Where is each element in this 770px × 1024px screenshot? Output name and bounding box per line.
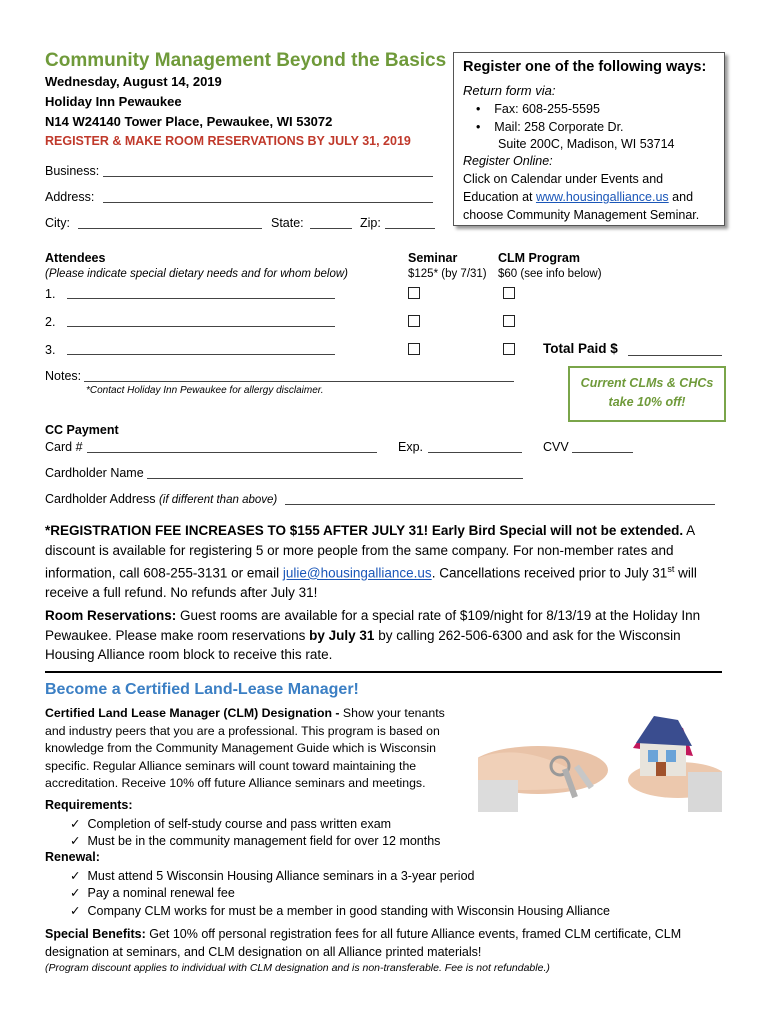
- exp-label: Exp.: [398, 440, 424, 454]
- attendee-field-3[interactable]: [67, 354, 335, 355]
- card-label: Card #: [45, 440, 83, 454]
- renewal-item: ✓ Company CLM works for must be a member in good standing with Wisconsin Housing Alliance: [70, 904, 610, 918]
- section-divider: [45, 671, 722, 673]
- register-title: Register one of the following ways:: [463, 59, 707, 75]
- check-icon: ✓: [70, 869, 81, 883]
- allergy-disclaimer: *Contact Holiday Inn Pewaukee for allergy disclaimer.: [86, 385, 324, 396]
- register-box: [453, 52, 725, 226]
- clm-heading: CLM Program: [498, 251, 580, 265]
- return-label: Return form via:: [463, 83, 556, 98]
- check-icon: ✓: [70, 834, 81, 848]
- cardholder-address-label: Cardholder Address (if different than above): [45, 492, 278, 506]
- state-label: State:: [271, 216, 304, 230]
- renewal-item: ✓ Must attend 5 Wisconsin Housing Alliance seminars in a 3-year period: [70, 869, 475, 883]
- seminar-heading: Seminar: [408, 251, 458, 265]
- clm-checkbox-2[interactable]: [503, 315, 515, 327]
- business-label: Business:: [45, 164, 100, 178]
- clm-offer-line2: take 10% off!: [608, 395, 686, 409]
- cvv-field[interactable]: [572, 452, 633, 453]
- seminar-checkbox-3[interactable]: [408, 343, 420, 355]
- clm-intro: Certified Land Lease Manager (CLM) Designation - Show your tenants and industry peers that you are a professional. This program is based on knowledge from the Community Management Guide which is Wisconsin specific. Regular Alliance seminars will count toward maintaining the accreditation. Receive 10% off future Alliance seminars and meetings.: [45, 706, 445, 790]
- seminar-checkbox-2[interactable]: [408, 315, 420, 327]
- zip-field[interactable]: [385, 228, 435, 229]
- attendee-field-1[interactable]: [67, 298, 335, 299]
- fee-paragraph: *REGISTRATION FEE INCREASES TO $155 AFTER JULY 31! Early Bird Special will not be extended. A discount is available for registering 5 or more people from the same company. For non-member rates and information, call 608-255-3131 or email julie@housingalliance.us. Cancellations received prior to July 31st will receive a full refund. No refunds after July 31!: [45, 523, 697, 600]
- requirements-heading: Requirements:: [45, 798, 133, 812]
- cardholder-field[interactable]: [147, 478, 523, 479]
- cvv-label: CVV: [543, 440, 569, 454]
- attendee-field-2[interactable]: [67, 326, 335, 327]
- seminar-checkbox-1[interactable]: [408, 287, 420, 299]
- house-keys-image: [478, 688, 722, 812]
- event-address: N14 W24140 Tower Place, Pewaukee, WI 53072: [45, 114, 333, 129]
- notes-label: Notes:: [45, 369, 82, 383]
- clm-checkbox-3[interactable]: [503, 343, 515, 355]
- email-link[interactable]: julie@housingalliance.us: [282, 565, 432, 581]
- clm-checkbox-1[interactable]: [503, 287, 515, 299]
- check-icon: ✓: [70, 886, 81, 900]
- card-field[interactable]: [87, 452, 377, 453]
- mail-item: [476, 120, 624, 134]
- clm-discount-box: [568, 366, 726, 422]
- attendee-number: 2.: [45, 315, 56, 329]
- online-line3: choose Community Management Seminar.: [463, 208, 700, 222]
- mail-text: Mail: 258 Corporate Dr.: [494, 120, 624, 134]
- exp-field[interactable]: [428, 452, 522, 453]
- attendees-note: (Please indicate special dietary needs and for whom below): [45, 268, 348, 280]
- city-label: City:: [45, 216, 70, 230]
- seminar-price: $125* (by 7/31): [408, 268, 487, 280]
- cc-heading: CC Payment: [45, 423, 119, 437]
- special-benefits: Special Benefits: Get 10% off personal registration fees for all future Alliance events, framed CLM certificate, CLM designation at seminars, and CLM designation on all Alliance printed materials!: [45, 927, 682, 959]
- renewal-item: ✓ Pay a nominal renewal fee: [70, 886, 235, 900]
- event-venue: Holiday Inn Pewaukee: [45, 94, 182, 109]
- page-title: Community Management Beyond the Basics: [45, 50, 447, 71]
- clm-section-heading: Become a Certified Land-Lease Manager!: [45, 681, 359, 698]
- total-paid-label: Total Paid $: [543, 341, 618, 356]
- attendee-number: 3.: [45, 343, 56, 357]
- attendees-heading: Attendees: [45, 251, 106, 265]
- city-field[interactable]: [78, 228, 262, 229]
- total-paid-field[interactable]: [628, 355, 722, 356]
- attendee-number: 1.: [45, 287, 56, 301]
- online-line2: Education at www.housingalliance.us and: [463, 190, 694, 204]
- address-label: Address:: [45, 190, 95, 204]
- cardholder-label: Cardholder Name: [45, 466, 144, 480]
- renewal-heading: Renewal:: [45, 850, 100, 864]
- cardholder-address-field[interactable]: [285, 504, 715, 505]
- check-icon: ✓: [70, 817, 81, 831]
- online-label: Register Online:: [463, 154, 553, 168]
- address-field[interactable]: [103, 202, 433, 203]
- bullet-icon: •: [476, 102, 481, 116]
- online-line1: Click on Calendar under Events and: [463, 172, 664, 186]
- requirement-item: ✓ Completion of self-study course and pass written exam: [70, 817, 392, 831]
- check-icon: ✓: [70, 904, 81, 918]
- state-field[interactable]: [310, 228, 352, 229]
- fax-item: [476, 102, 600, 116]
- zip-label: Zip:: [360, 216, 381, 230]
- notes-field[interactable]: [84, 381, 514, 382]
- website-link[interactable]: www.housingalliance.us: [535, 190, 669, 204]
- clm-offer-line1: Current CLMs & CHCs: [580, 376, 714, 390]
- bullet-icon: •: [476, 120, 481, 134]
- event-date: Wednesday, August 14, 2019: [45, 74, 222, 89]
- clm-footnote: (Program discount applies to individual with CLM designation and is non-transferable. Fee is not refundable.): [45, 962, 550, 974]
- business-field[interactable]: [103, 176, 433, 177]
- clm-price: $60 (see info below): [498, 268, 602, 280]
- fax-text: Fax: 608-255-5595: [494, 102, 600, 116]
- requirement-item: ✓ Must be in the community management field for over 12 months: [70, 834, 441, 848]
- mail-line2: Suite 200C, Madison, WI 53714: [498, 137, 675, 151]
- room-paragraph: Room Reservations: Guest rooms are available for a special rate of $109/night for 8/13/19 at the Holiday Inn Pewaukee. Please make room reservations by July 31 by calling 262-506-6300 and ask for the Wisconsin Housing Alliance room block to receive this rate.: [45, 608, 701, 662]
- deadline-notice: REGISTER & MAKE ROOM RESERVATIONS BY JULY 31, 2019: [45, 134, 411, 148]
